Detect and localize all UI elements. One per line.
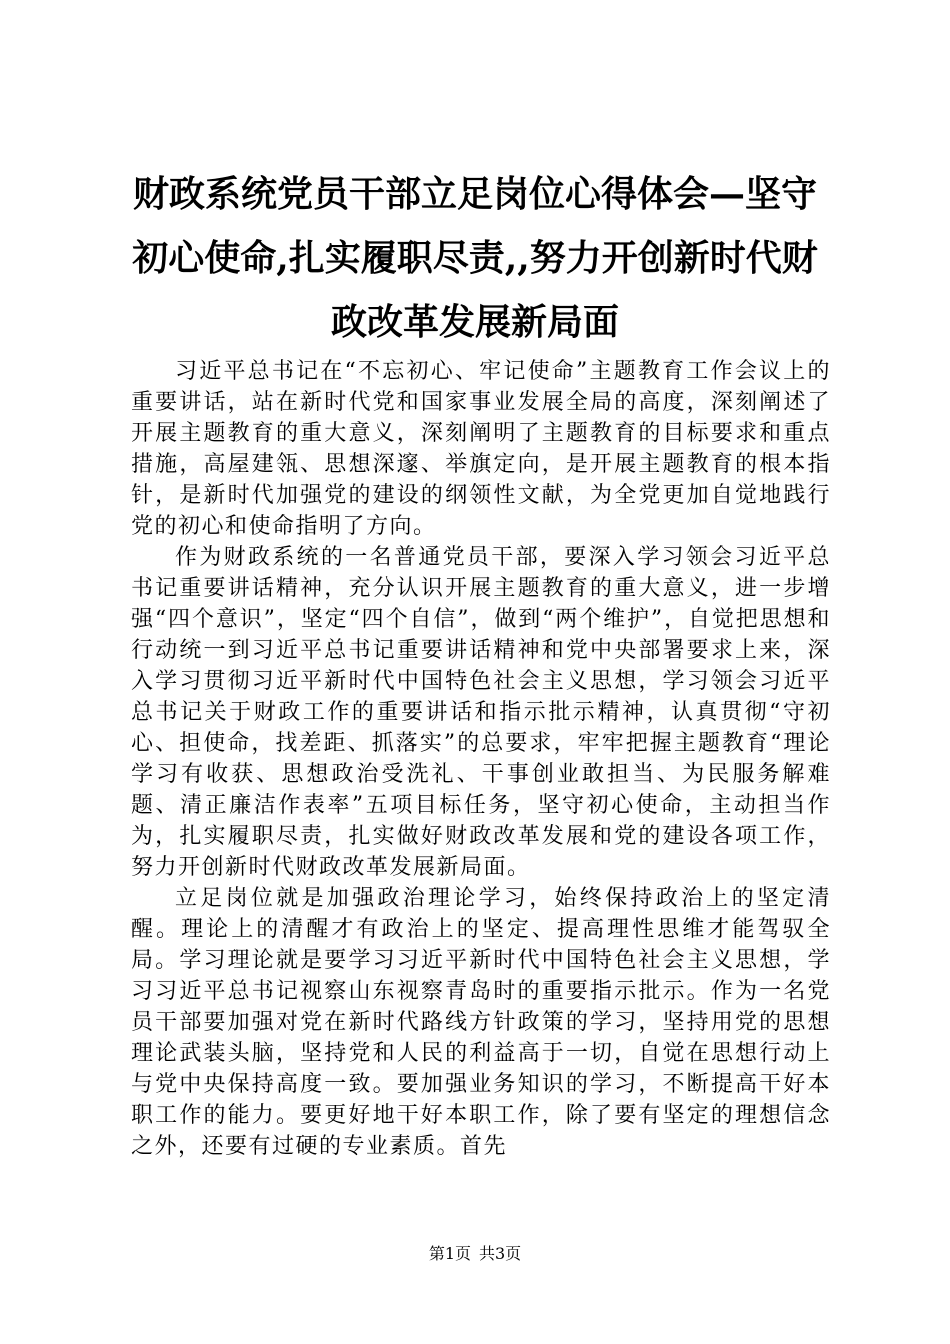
- page-total: 共3页: [479, 1244, 522, 1263]
- paragraph-3: 立足岗位就是加强政治理论学习，始终保持政治上的坚定清醒。理论上的清醒才有政治上的坚定、提高理性思维才能驾驭全局。学习理论就是要学习习近平新时代中国特色社会主义思想，学习习近平总书记视察山东视察青岛时的重要指示批示。作为一名党员干部要加强对党在新时代路线方针政策的学习，坚持用党的思想理论武装头脑，坚持党和人民的利益高于一切，自觉在思想行动上与党中央保持高度一致。要加强业务知识的学习，不断提高干好本职工作的能力。要更好地干好本职工作，除了要有坚定的理想信念之外，还要有过硬的专业素质。首先: [131, 886, 831, 1159]
- page-number: 第1页: [428, 1244, 471, 1263]
- paragraph-1: 习近平总书记在“不忘初心、牢记使命”主题教育工作会议上的重要讲话，站在新时代党和国家事业发展全局的高度，深刻阐述了开展主题教育的重大意义，深刻阐明了主题教育的目标要求和重点措施，高屋建瓴、思想深邃、举旗定向，是开展主题教育的根本指针，是新时代加强党的建设的纲领性文献，为全党更加自觉地践行党的初心和使命指明了方向。: [131, 359, 831, 539]
- page-footer: [0, 1244, 950, 1264]
- document-title: 财政系统党员干部立足岗位心得体会—坚守初心使命,扎实履职尽责,,努力开创新时代财政改革发展新局面: [132, 173, 818, 343]
- document-body: [131, 356, 831, 1162]
- paragraph-2: 作为财政系统的一名普通党员干部，要深入学习领会习近平总书记重要讲话精神，充分认识开展主题教育的重大意义，进一步增强“四个意识”，坚定“四个自信”，做到“两个维护”，自觉把思想和行动统一到习近平总书记重要讲话精神和党中央部署要求上来，深入学习贯彻习近平新时代中国特色社会主义思想，学习领会习近平总书记关于财政工作的重要讲话和指示批示精神，认真贯彻“守初心、担使命，找差距、抓落实”的总要求，牢牢把握主题教育“理论学习有收获、思想政治受洗礼、干事创业敢担当、为民服务解难题、清正廉洁作表率”五项目标任务，坚守初心使命，主动担当作为，扎实履职尽责，扎实做好财政改革发展和党的建设各项工作，努力开创新时代财政改革发展新局面。: [131, 545, 831, 880]
